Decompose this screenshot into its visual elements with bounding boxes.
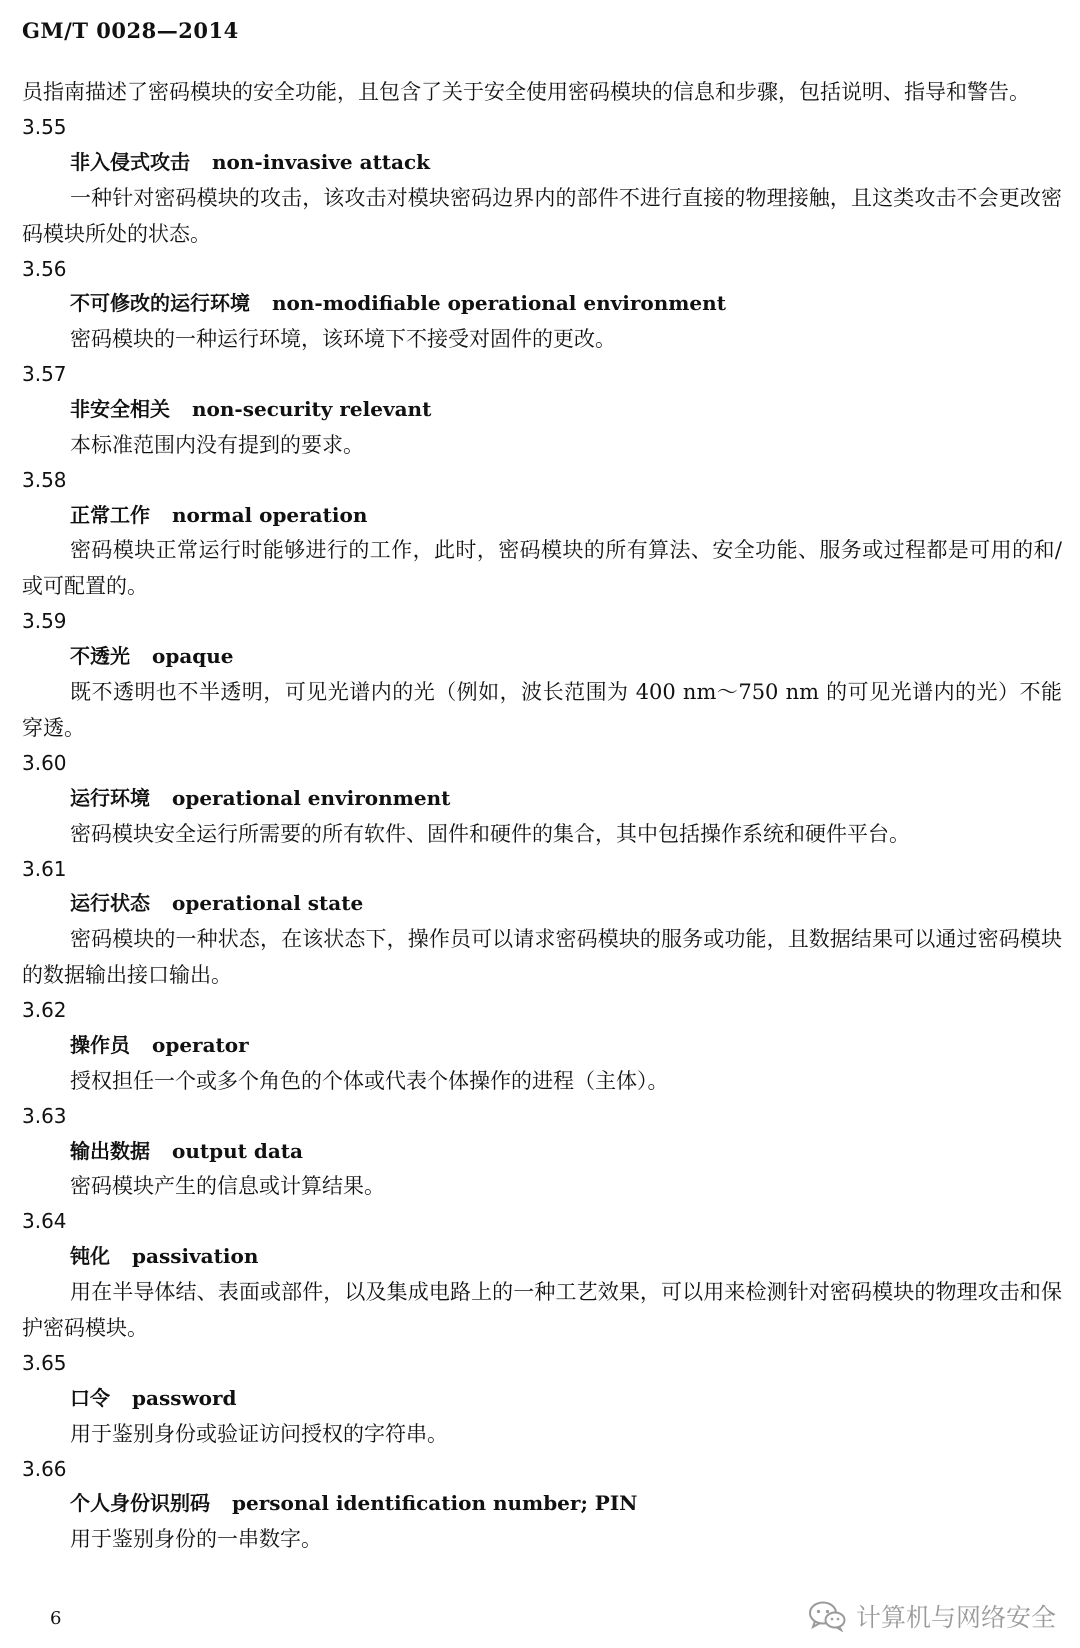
term-entry xyxy=(22,1099,1062,1205)
page-number: 6 xyxy=(50,1608,62,1629)
term-chinese: 输出数据 xyxy=(70,1138,150,1163)
term-entry xyxy=(22,110,1062,252)
term-entry xyxy=(22,993,1062,1099)
entry-term xyxy=(22,1486,1062,1521)
entry-definition: 授权担任一个或多个角色的个体或代表个体操作的进程（主体）。 xyxy=(70,1068,669,1093)
continued-paragraph: 员指南描述了密码模块的安全功能，且包含了关于安全使用密码模块的信息和步骤，包括说明、指导和警告。 xyxy=(22,80,1030,104)
entry-number: 3.59 xyxy=(22,609,67,634)
entry-number: 3.55 xyxy=(22,115,67,139)
term-entry xyxy=(22,852,1062,994)
entry-number: 3.64 xyxy=(22,1209,67,1234)
term-chinese: 操作员 xyxy=(70,1032,130,1057)
entry-term xyxy=(22,1239,1062,1274)
entry-number: 3.57 xyxy=(22,362,67,387)
entry-definition: 密码模块的一种状态，在该状态下，操作员可以请求密码模块的服务或功能，且数据结果可以通过密码模块的数据输出接口输出。 xyxy=(22,927,1062,988)
entry-term xyxy=(22,498,1062,533)
term-chinese: 钝化 xyxy=(70,1244,110,1269)
term-english: non-security relevant xyxy=(192,396,432,421)
term-chinese: 运行状态 xyxy=(70,891,150,916)
entry-definition: 一种针对密码模块的攻击，该攻击对模块密码边界内的部件不进行直接的物理接触，且这类攻击不会更改密码模块所处的状态。 xyxy=(22,185,1062,246)
entry-definition: 密码模块产生的信息或计算结果。 xyxy=(70,1174,385,1199)
term-chinese: 正常工作 xyxy=(70,502,150,527)
term-entry xyxy=(22,463,1062,605)
document-body xyxy=(22,74,1062,1557)
term-chinese: 非安全相关 xyxy=(70,396,170,421)
term-entry xyxy=(22,746,1062,852)
entry-number: 3.61 xyxy=(22,856,67,881)
term-chinese: 非入侵式攻击 xyxy=(70,149,190,174)
term-english: non-modifiable operational environment xyxy=(272,291,726,316)
entry-number: 3.63 xyxy=(22,1103,67,1128)
entry-definition: 既不透明也不半透明，可见光谱内的光（例如，波长范围为 400 nm～750 nm 的可见光谱内的光）不能穿透。 xyxy=(22,679,1062,740)
term-chinese: 不透光 xyxy=(70,644,130,669)
term-chinese: 运行环境 xyxy=(70,785,150,810)
term-entry xyxy=(22,604,1062,746)
entry-definition: 用在半导体结、表面或部件，以及集成电路上的一种工艺效果，可以用来检测针对密码模块的物理攻击和保护密码模块。 xyxy=(22,1279,1062,1340)
entry-term xyxy=(22,886,1062,921)
term-entry xyxy=(22,252,1062,358)
entry-definition: 本标准范围内没有提到的要求。 xyxy=(70,432,364,457)
entry-term xyxy=(22,286,1062,321)
watermark xyxy=(808,1598,1056,1634)
term-english: opaque xyxy=(152,644,234,669)
term-entry xyxy=(22,357,1062,463)
term-english: operator xyxy=(152,1032,249,1057)
entry-definition: 用于鉴别身份的一串数字。 xyxy=(70,1527,322,1552)
term-entry xyxy=(22,1346,1062,1452)
entry-term xyxy=(22,145,1062,180)
entry-number: 3.65 xyxy=(22,1350,67,1375)
entry-term xyxy=(22,1381,1062,1416)
term-english: passivation xyxy=(132,1244,259,1269)
standard-code-header: GM/T 0028—2014 xyxy=(22,18,239,43)
entry-definition: 密码模块的一种运行环境，该环境下不接受对固件的更改。 xyxy=(70,327,616,352)
entry-term xyxy=(22,1028,1062,1063)
term-english: normal operation xyxy=(172,502,368,527)
entry-definition: 密码模块正常运行时能够进行的工作，此时，密码模块的所有算法、安全功能、服务或过程都是可用的和/或可配置的。 xyxy=(22,538,1062,599)
wechat-icon xyxy=(808,1600,846,1632)
entry-number: 3.66 xyxy=(22,1456,67,1481)
term-chinese: 个人身份识别码 xyxy=(70,1491,210,1516)
watermark-text: 计算机与网络安全 xyxy=(855,1603,1056,1632)
term-chinese: 不可修改的运行环境 xyxy=(70,291,250,316)
term-english: password xyxy=(132,1385,237,1410)
entry-number: 3.60 xyxy=(22,750,67,775)
term-english: output data xyxy=(172,1138,303,1163)
entry-term xyxy=(22,781,1062,816)
entry-number: 3.62 xyxy=(22,998,67,1023)
term-chinese: 口令 xyxy=(70,1385,110,1410)
entry-number: 3.58 xyxy=(22,467,67,492)
term-entry xyxy=(22,1452,1062,1558)
entry-number: 3.56 xyxy=(22,256,67,281)
term-english: personal identification number; PIN xyxy=(232,1491,638,1516)
term-english: operational state xyxy=(172,891,364,916)
term-entry xyxy=(22,1204,1062,1346)
entry-definition: 用于鉴别身份或验证访问授权的字符串。 xyxy=(70,1421,448,1446)
term-english: operational environment xyxy=(172,785,451,810)
entry-term xyxy=(22,392,1062,427)
entry-term xyxy=(22,1134,1062,1169)
term-english: non-invasive attack xyxy=(212,149,431,174)
entry-term xyxy=(22,639,1062,674)
term-entries xyxy=(22,110,1062,1557)
entry-definition: 密码模块安全运行所需要的所有软件、固件和硬件的集合，其中包括操作系统和硬件平台。 xyxy=(70,821,910,846)
